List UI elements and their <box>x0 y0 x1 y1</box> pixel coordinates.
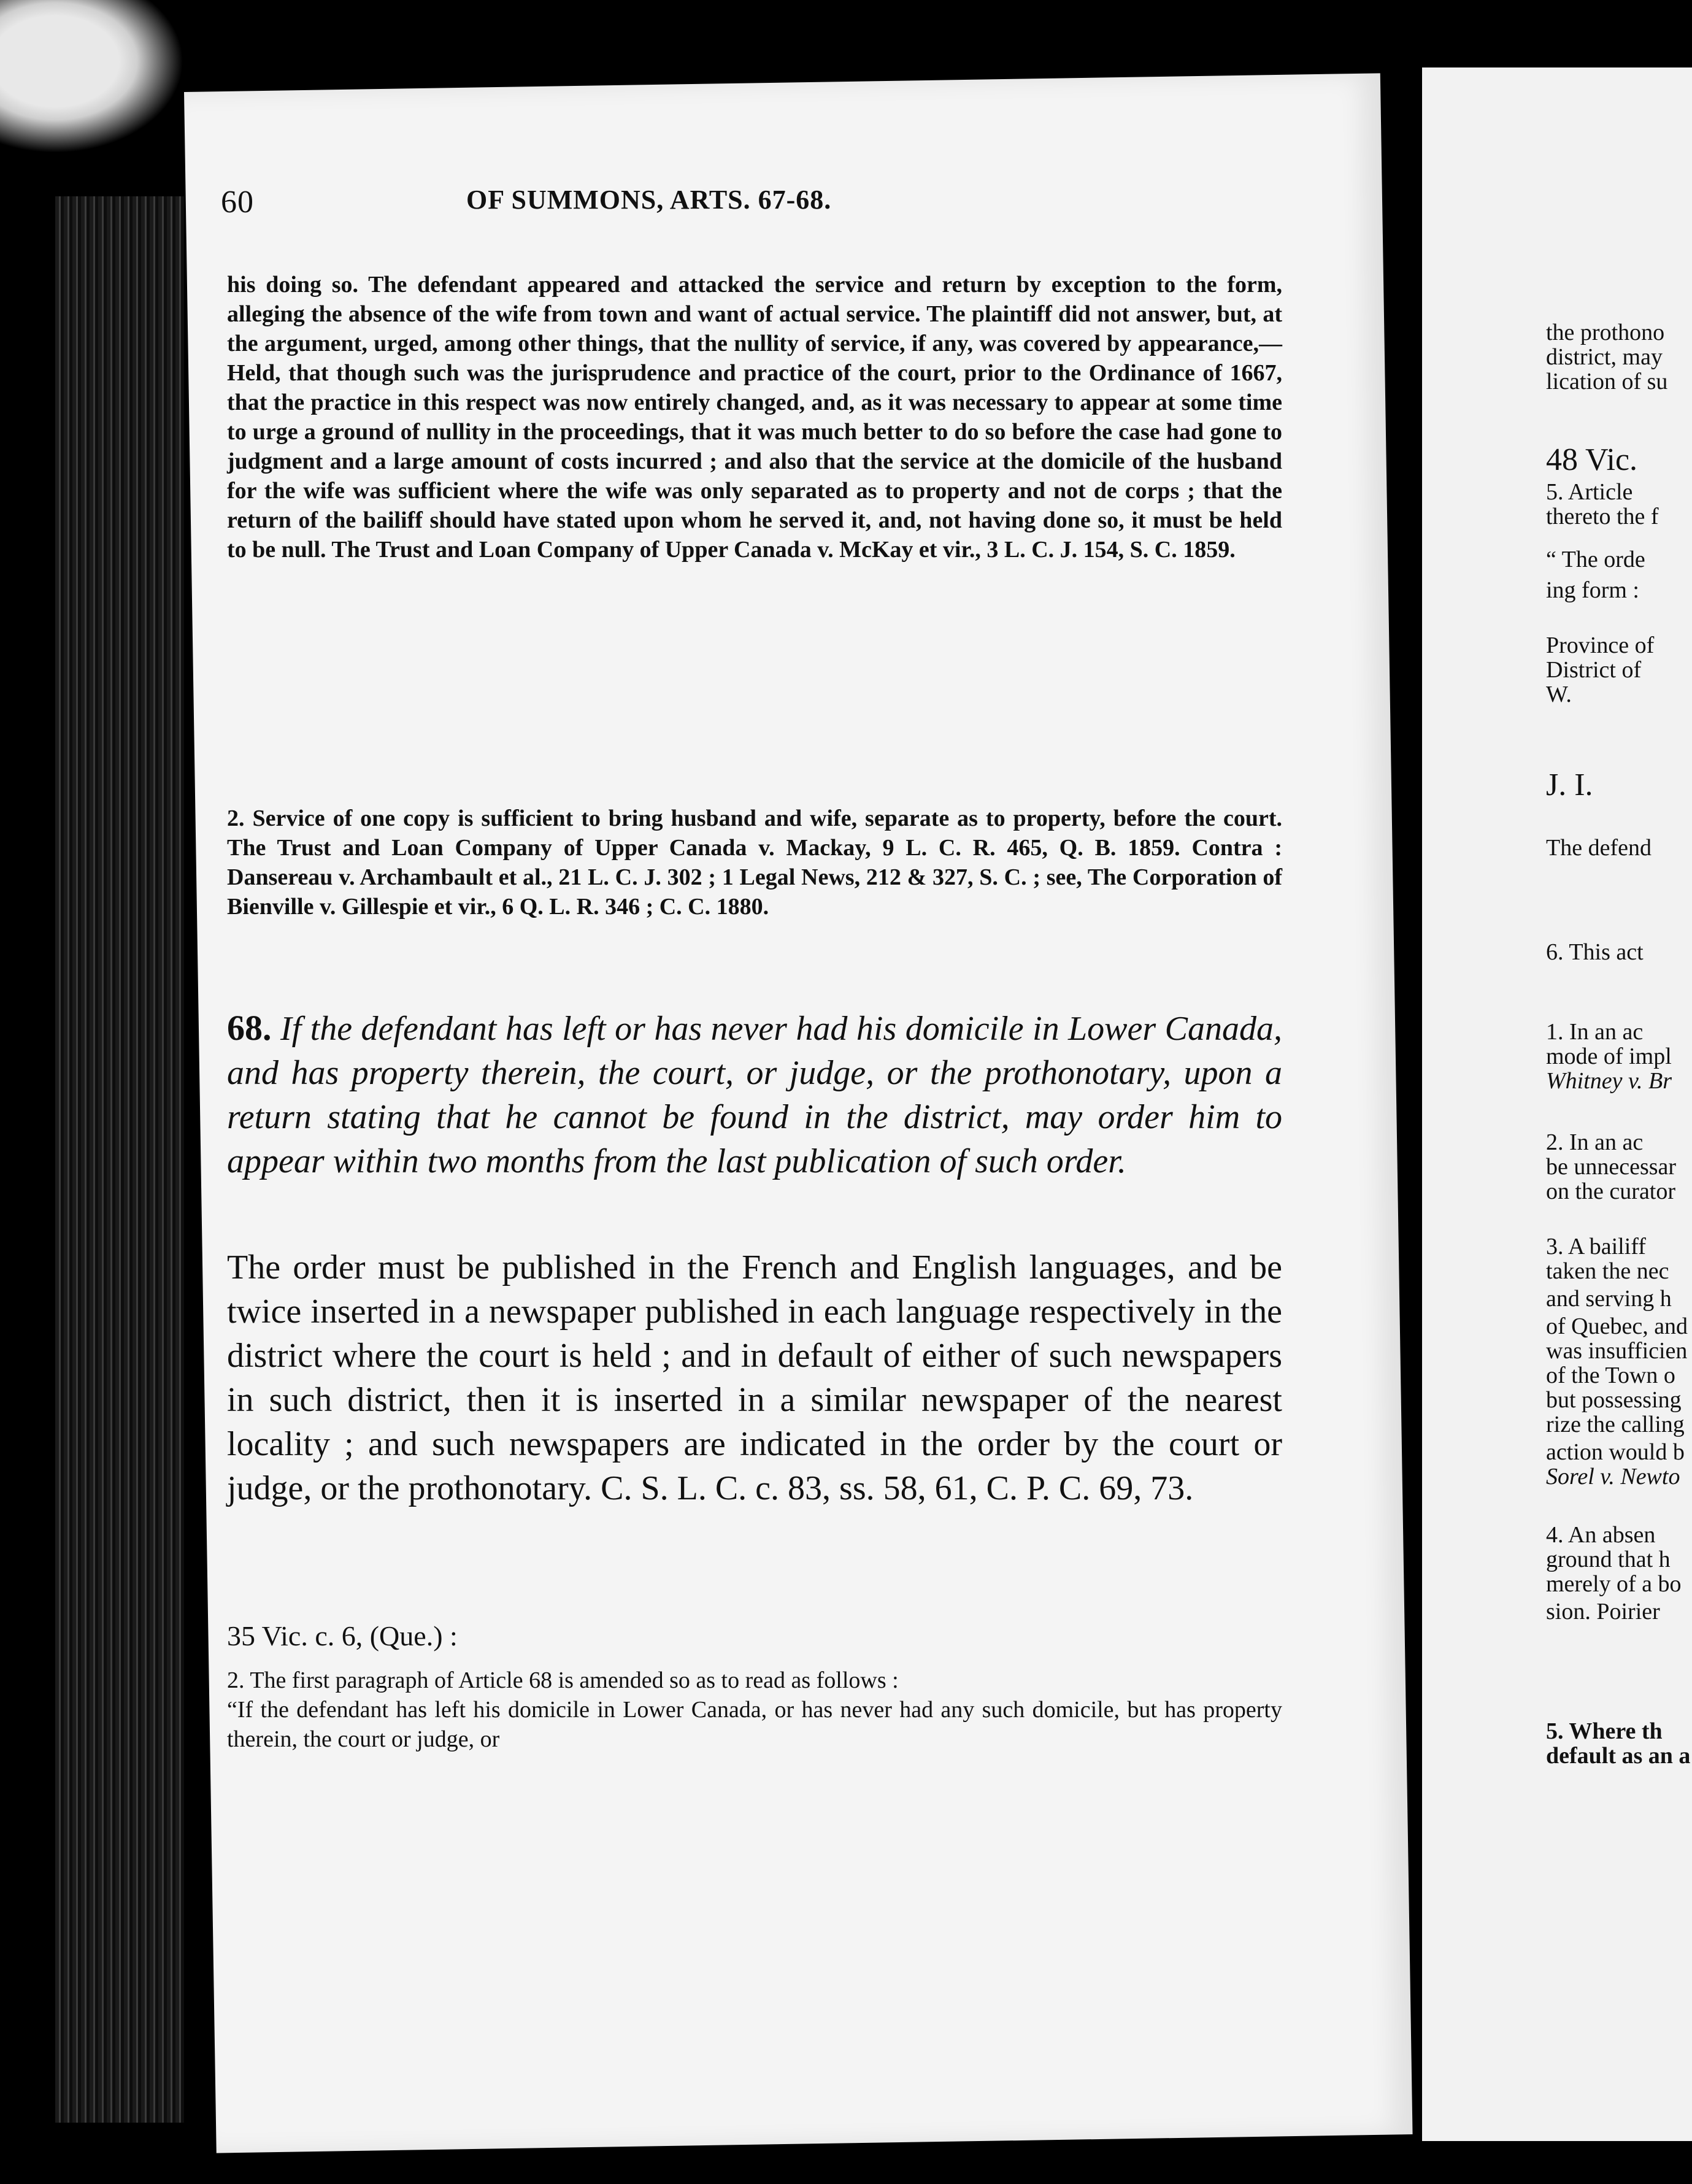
torn-page-corner <box>0 0 184 153</box>
article-body-paragraph: The order must be published in the French and English languages, and be twice inserted in a newspaper published in each language respectively in the district where the court is held ; and in default of either of such newspapers in such district, then it is inserted in a similar newspaper of the nearest locality ; and such newspapers are indicated in the order by the court or judge, or the prothonotary. C. S. L. C. c. 83, ss. 58, 61, C. P. C. 69, 73. <box>227 1248 1282 1507</box>
right-page-line: lication of su <box>1546 369 1668 394</box>
right-page-line: default as an a <box>1546 1743 1691 1769</box>
article-number: 68. <box>227 1008 272 1048</box>
running-title: OF SUMMONS, ARTS. 67-68. <box>466 185 832 215</box>
right-page-line: of Quebec, and <box>1546 1313 1688 1339</box>
right-page-line: 3. A bailiff <box>1546 1234 1646 1259</box>
right-page-line: rize the calling <box>1546 1412 1685 1437</box>
article-text: If the defendant has left or has never had his domicile in Lower Canada, and has property therein, the court, or judge, or the prothonotary, upon a return stating that he cannot be found in the district, may order him to appear within two months from the last publication of such order. <box>227 1010 1283 1180</box>
right-page-line: “ The orde <box>1546 547 1645 572</box>
right-page-line: The defend <box>1546 835 1652 861</box>
right-page-line: 6. This act <box>1546 939 1644 965</box>
right-page-line: merely of a bo <box>1546 1571 1682 1597</box>
right-page-line: of the Town o <box>1546 1363 1675 1388</box>
right-page-line: district, may <box>1546 344 1663 370</box>
right-page-line: ing form : <box>1546 577 1639 603</box>
right-page-line: and serving h <box>1546 1286 1672 1312</box>
right-page-line: 5. Where th <box>1546 1718 1663 1744</box>
right-page-line: 48 Vic. <box>1546 442 1638 477</box>
right-page-line: W. <box>1546 682 1572 707</box>
right-page-line: Whitney v. Br <box>1546 1068 1672 1094</box>
right-page-line: mode of impl <box>1546 1044 1672 1069</box>
article-68 <box>227 1006 1282 1183</box>
right-page-line: ground that h <box>1546 1547 1671 1572</box>
right-page-line: 4. An absen <box>1546 1522 1656 1548</box>
page-header <box>221 184 1018 220</box>
right-page-line: Sorel v. Newto <box>1546 1464 1680 1490</box>
amendment-line-2: “If the defendant has left his domicile in Lower Canada, or has never had any such domicile, but has property therein, the court or judge, or <box>227 1697 1282 1752</box>
case-note-paragraph-1: his doing so. The defendant appeared and attacked the service and return by exception to the form, alleging the absence of the wife from town and want of actual service. The plaintiff did not answer, but, at the argument, urged, among other things, that the nullity of service, if any, was covered by appearance,—Held, that though such was the jurisprudence and practice of the court, prior to the Ordinance of 1667, that the practice in this respect was now entirely changed, and, as it was necessary to appear at some time to urge a ground of nullity in the proceedings, that it was much better to do so before the case had gone to judgment and a large amount of costs incurred ; and also that the service at the domicile of the husband for the wife was sufficient where the wife was only separated as to property and not de corps ; that the return of the bailiff should have stated upon whom he served it, and, not having done so, it must be held to be null. The Trust and Loan Company of Upper Canada v. McKay et vir., 3 L. C. J. 154, S. C. 1859. <box>227 272 1282 563</box>
right-page-line: J. I. <box>1546 767 1593 802</box>
amendment-text <box>227 1666 1282 1754</box>
right-page-line: the prothono <box>1546 320 1665 345</box>
right-page-line: was insufficien <box>1546 1338 1688 1364</box>
right-page-line: 1. In an ac <box>1546 1019 1644 1045</box>
book-page-edges <box>55 196 184 2123</box>
right-page-line: taken the nec <box>1546 1258 1669 1284</box>
right-page-line: 5. Article <box>1546 479 1633 505</box>
right-page-line: action would b <box>1546 1439 1685 1465</box>
right-page-line: 2. In an ac <box>1546 1129 1644 1155</box>
amendment-line-1: 2. The first paragraph of Article 68 is amended so as to read as follows : <box>227 1667 899 1693</box>
right-page-line: on the curator <box>1546 1179 1676 1204</box>
case-note-paragraph-2: 2. Service of one copy is sufficient to bring husband and wife, separate as to property, before the court. The Trust and Loan Company of Upper Canada v. Mackay, 9 L. C. R. 465, Q. B. 1859. Contra : Dansereau v. Archambault et al., 21 L. C. J. 302 ; 1 Legal News, 212 & 327, S. C. ; see, The Corporation of Bienville v. Gillespie et vir., 6 Q. L. R. 346 ; C. C. 1880. <box>227 806 1282 920</box>
right-page-line: but possessing <box>1546 1387 1682 1413</box>
right-page-line: sion. Poirier <box>1546 1599 1660 1625</box>
right-page-line: District of <box>1546 657 1642 683</box>
right-page-line: be unnecessar <box>1546 1154 1677 1180</box>
right-page-line: thereto the f <box>1546 504 1659 529</box>
right-page-line: Province of <box>1546 633 1655 658</box>
page-number: 60 <box>221 185 254 220</box>
amendment-heading: 35 Vic. c. 6, (Que.) : <box>227 1620 458 1651</box>
